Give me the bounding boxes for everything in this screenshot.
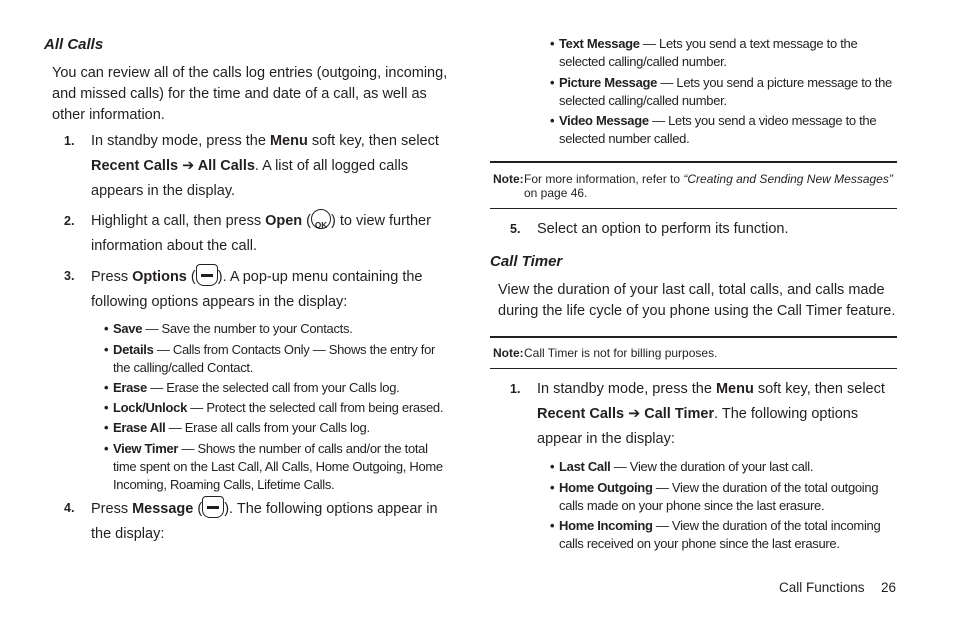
section-heading-all-calls: All Calls <box>44 36 104 53</box>
note-box <box>490 161 897 209</box>
step-number: 5. <box>510 222 521 236</box>
footer-section: Call Functions <box>779 580 865 595</box>
note-box <box>490 336 897 369</box>
step-text: Press Options ( ). A pop-up menu containing the following options appears in the display: <box>91 264 454 315</box>
section-heading-call-timer: Call Timer <box>490 253 563 270</box>
step-number: 2. <box>64 214 75 228</box>
note-text: For more information, refer to “Creating and Sending New Messages” on page 46. <box>524 172 893 200</box>
step-number: 3. <box>64 269 75 283</box>
left-soft-key-icon <box>196 264 218 286</box>
note-text: Call Timer is not for billing purposes. <box>524 346 718 360</box>
all-calls-intro: You can review all of the calls log entries (outgoing, incoming, and missed calls) for the time and date of a call, as well as other information. <box>52 65 448 123</box>
note-label: Note: <box>493 346 524 360</box>
step-text: Select an option to perform its function. <box>537 221 789 237</box>
left-soft-key-icon <box>202 496 224 518</box>
step-text: In standby mode, press the Menu soft key, then select Recent Calls ➔ Call Timer. The following options appear in the display: <box>537 381 885 447</box>
step-number: 1. <box>64 134 75 148</box>
step-text: Press Message ( ). The following options appear in the display: <box>91 496 454 547</box>
note-label: Note: <box>493 172 524 186</box>
step-number: 4. <box>64 501 75 515</box>
step-number: 1. <box>510 382 521 396</box>
step-text: In standby mode, press the Menu soft key, then select Recent Calls ➔ All Calls. A list of all logged calls appears in the display. <box>91 133 439 199</box>
step-text: Highlight a call, then press Open (OK ) to view further information about the call. <box>91 209 454 259</box>
call-timer-intro: View the duration of your last call, total calls, and calls made during the life cycle of you phone using the Call Timer feature. <box>498 282 896 319</box>
ok-key-icon <box>311 209 331 229</box>
page-number: 26 <box>881 580 897 595</box>
